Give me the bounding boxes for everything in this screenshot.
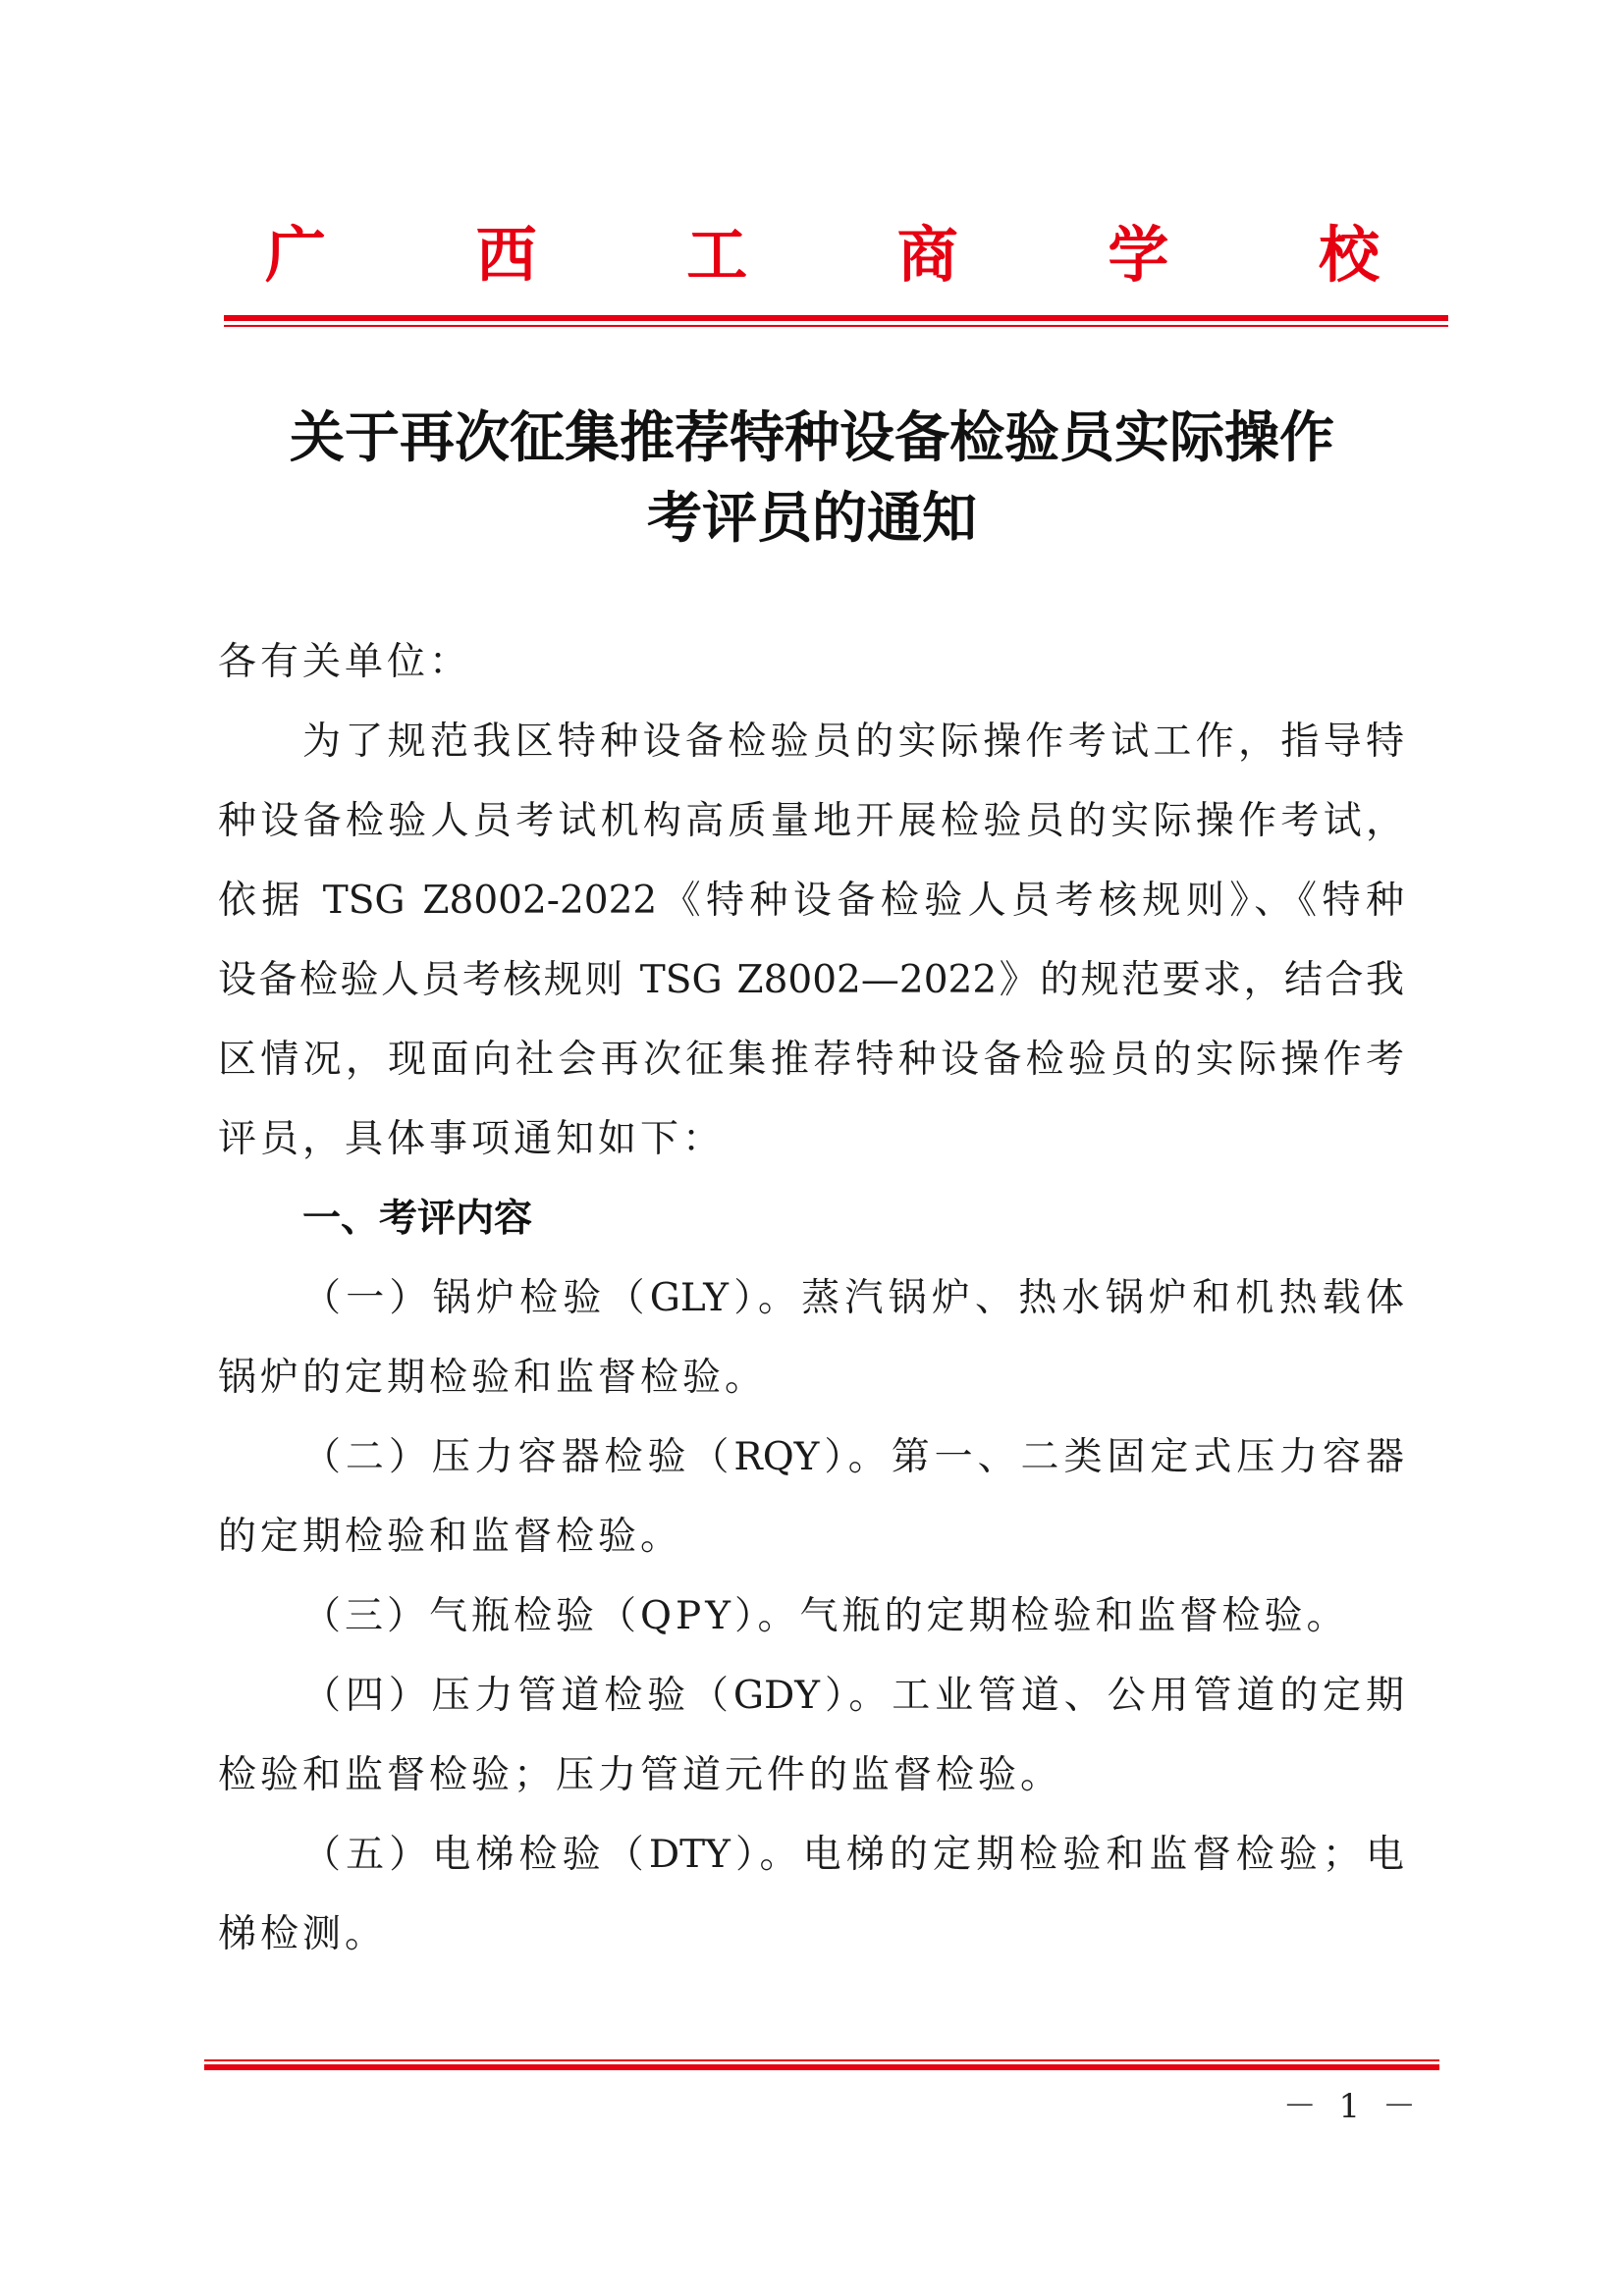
item-line: 的定期检验和监督检验。 <box>218 1515 683 1559</box>
item-line: 检验和监督检验；压力管道元件的监督检验。 <box>218 1753 1063 1797</box>
intro-line: 设备检验人员考核规则 TSG Z8002—2022》的规范要求，结合我 <box>218 958 1404 1002</box>
item-line: （五）电梯检验（DTY）。电梯的定期检验和监督检验；电 <box>302 1833 1404 1877</box>
intro-line: 评员，具体事项通知如下： <box>218 1117 726 1161</box>
section-heading: 一、考评内容 <box>302 1197 533 1241</box>
masthead-rule-thick <box>224 315 1448 321</box>
item-line: 锅炉的定期检验和监督检验。 <box>218 1356 768 1400</box>
footer-rule-thick <box>204 2064 1439 2070</box>
item-line: （二）压力容器检验（RQY）。第一、二类固定式压力容器 <box>302 1435 1404 1479</box>
masthead-char: 校 <box>1318 219 1380 291</box>
notice-title-line2: 考评员的通知 <box>647 486 977 551</box>
notice-title-line1: 关于再次征集推荐特种设备检验员实际操作 <box>290 405 1334 470</box>
item-line: （四）压力管道检验（GDY）。工业管道、公用管道的定期 <box>302 1674 1404 1718</box>
intro-line: 种设备检验人员考试机构高质量地开展检验员的实际操作考试， <box>218 799 1404 843</box>
masthead-char: 西 <box>475 219 537 291</box>
masthead-char: 学 <box>1108 219 1169 291</box>
item-line: （一）锅炉检验（GLY）。蒸汽锅炉、热水锅炉和机热载体 <box>302 1276 1404 1320</box>
page-number: － 1 － <box>1282 2087 1422 2126</box>
masthead-char: 商 <box>896 219 958 291</box>
salutation: 各有关单位： <box>218 640 472 684</box>
intro-line: 依据 TSG Z8002-2022《特种设备检验人员考核规则》、《特种 <box>218 879 1404 923</box>
intro-line: 为了规范我区特种设备检验员的实际操作考试工作，指导特 <box>302 720 1404 764</box>
school-masthead <box>265 211 1380 299</box>
intro-line: 区情况，现面向社会再次征集推荐特种设备检验员的实际操作考 <box>218 1038 1404 1082</box>
masthead-char: 广 <box>265 219 327 291</box>
masthead-char: 工 <box>686 219 748 291</box>
item-line: 梯检测。 <box>218 1912 388 1956</box>
footer-rule-thin <box>204 2059 1439 2061</box>
masthead-rule-thin <box>224 325 1448 327</box>
item-line: （三）气瓶检验（QPY）。气瓶的定期检验和监督检验。 <box>302 1594 1349 1638</box>
